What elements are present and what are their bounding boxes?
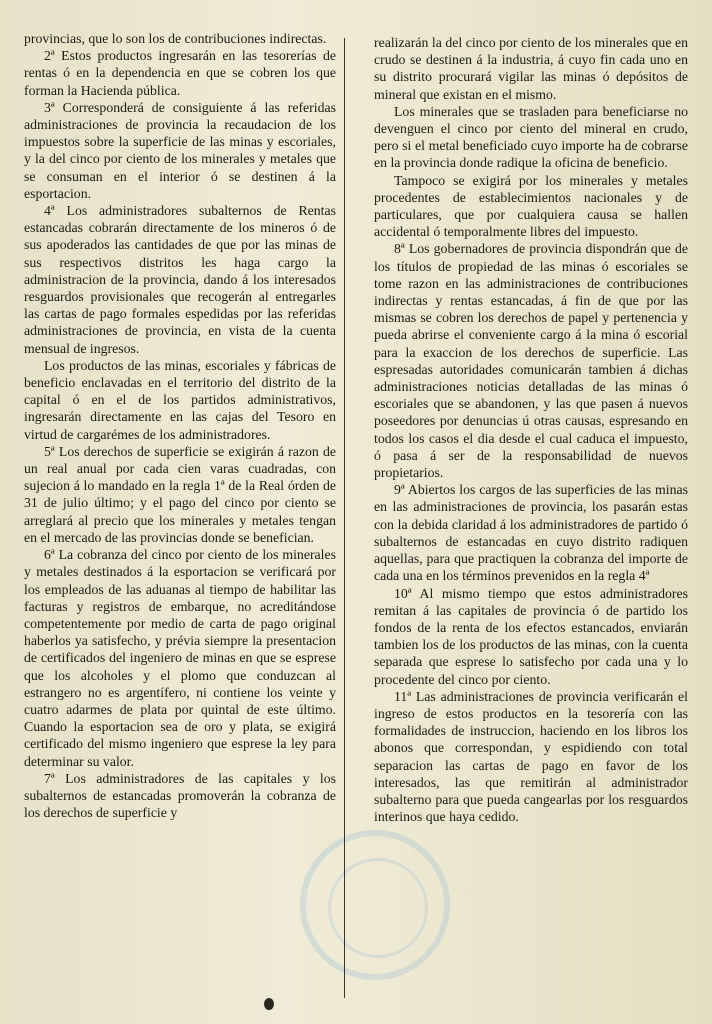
column-divider [344, 38, 345, 998]
paragraph: 11ª Las administraciones de provincia verificarán el ingreso de estos productos en la tesorería con las formalidades de instruccion, haciendo en los libros los abonos que correspondan, y espidiendo con total separacion las cartas de pago en favor de los interesados, las que remitirán al administrador subalterno para que pueda cangearlas por los resguardos interinos que haya cedido. [374, 688, 688, 825]
paragraph: 7ª Los administradores de las capitales y los subalternos de estancadas promoverán la cobranza de los derechos de superficie y [24, 770, 336, 821]
paragraph: 5ª Los derechos de superficie se exigirán á razon de un real anual por cada cien varas cuadradas, con sujecion á lo mandado en la regla 1ª de la Real órden de 31 de julio último; y el pago del cinco por ciento se arreglará al precio que los minerales y metales tengan en el mercado de las provincias donde se benefician. [24, 443, 336, 545]
paragraph: 4ª Los administradores subalternos de Rentas estancadas cobrarán directamente de los mineros ó de sus apoderados las cantidades de que por las minas de sus respectivos distritos les haga cargo la administracion de la provincia, dando á los interesados resguardos provisionales que recogerán al entregarles las cartas de pago formales espedidas por las referidas administraciones de provincia, en vista de la cuenta mensual de ingresos. [24, 203, 336, 356]
paragraph: realizarán la del cinco por ciento de los minerales que en crudo se destinen á la industria, á cuyo fin cada uno en su distrito procurará vigilar las minas ó depósitos de mineral que existan en el mismo. [374, 35, 688, 102]
paragraph: 3ª Corresponderá de consiguiente á las referidas administraciones de provincia la recaudacion de los impuestos sobre la superficie de las minas y escoriales, y la del cinco por ciento de los minerales y metales que se consuman en el interior ó se destinen á la esportacion. [24, 99, 336, 201]
paragraph: Tampoco se exigirá por los minerales y metales procedentes de establecimientos nacionales y de particulares, que por cualquiera causa se hallen accidental ó temporalmente libres del impuesto. [374, 172, 688, 240]
paragraph: Los productos de las minas, escoriales y fábricas de beneficio enclavadas en el territorio del distrito de la capital ó en el de los partidos administrativos, ingresarán directamente en las cajas del Tesoro en virtud de cargarémes de los administradores. [24, 357, 336, 442]
paragraph: 2ª Estos productos ingresarán en las tesorerías de rentas ó en la dependencia en que se cobren los que forman la Hacienda pública. [24, 48, 336, 98]
library-stamp [300, 830, 450, 980]
paragraph: Los minerales que se trasladen para beneficiarse no devenguen el cinco por ciento del mineral en crudo, pero si el metal beneficiado cuyo importe ha de cobrarse en la provincia donde radique la oficina de beneficio. [374, 103, 688, 171]
left-column [24, 30, 336, 821]
paragraph: 8ª Los gobernadores de provincia dispondrán que de los títulos de propiedad de las minas ó escoriales se tome razon en las administraciones de contribuciones indirectas y rentas estancadas, á fin de que por las mismas se cobren los derechos de papel y pertenencia y pueda abrirse el conveniente cargo á la mina ó escorial para la exaccion de los derechos de superficie. Las espresadas autoridades comunicarán tambien á dichas administraciones noticias detalladas de las minas ó escoriales que se abandonen, y las que pasen á nuevos poseedores por denuncias ú otras causas, espresando en todos los casos el dia desde el cual caduca el impuesto, ó pasa á ser de la responsabilidad de nuevos propietarios. [374, 241, 688, 481]
paragraph: 9ª Abiertos los cargos de las superficies de las minas en las administraciones de provincia, los pasarán estas con la debida claridad á los administradores de partido ó subalternos de estancadas en cuyo distrito radiquen aquellas, para que practiquen la cobranza del importe de cada una en los términos prevenidos en la regla 4ª [374, 482, 688, 584]
paragraph: provincias, que lo son los de contribuciones indirectas. [24, 31, 327, 46]
page-ornament-dot [264, 998, 274, 1010]
paragraph: 10ª Al mismo tiempo que estos administradores remitan á las capitales de provincia ó de partido los fondos de la renta de los efectos estancados, enviarán tambien los de los productos de las minas, con la cuenta separada que esprese lo satisfecho por cada una y lo procedente del cinco por ciento. [374, 585, 688, 687]
paragraph: 6ª La cobranza del cinco por ciento de los minerales y metales destinados á la esportacion se verificará por los empleados de las aduanas al tiempo de habilitar las facturas y registros de embarque, no acreditándose competentemente por medio de carta de pago original haberlos ya satisfecho, y prévia siempre la presentacion de certificados del ingeniero de minas en que se esprese que los alcoholes y el plomo que conduzcan al estrangero no es argentífero, ni contiene los veinte y cuatro adarmes de plata por quintal de este último. Cuando la esportacion sea de oro y plata, se exigirá certificado del mismo ingeniero que esprese la ley para determinar su valor. [24, 547, 336, 769]
right-column [374, 34, 688, 825]
stamp-inner-ring [328, 858, 428, 958]
